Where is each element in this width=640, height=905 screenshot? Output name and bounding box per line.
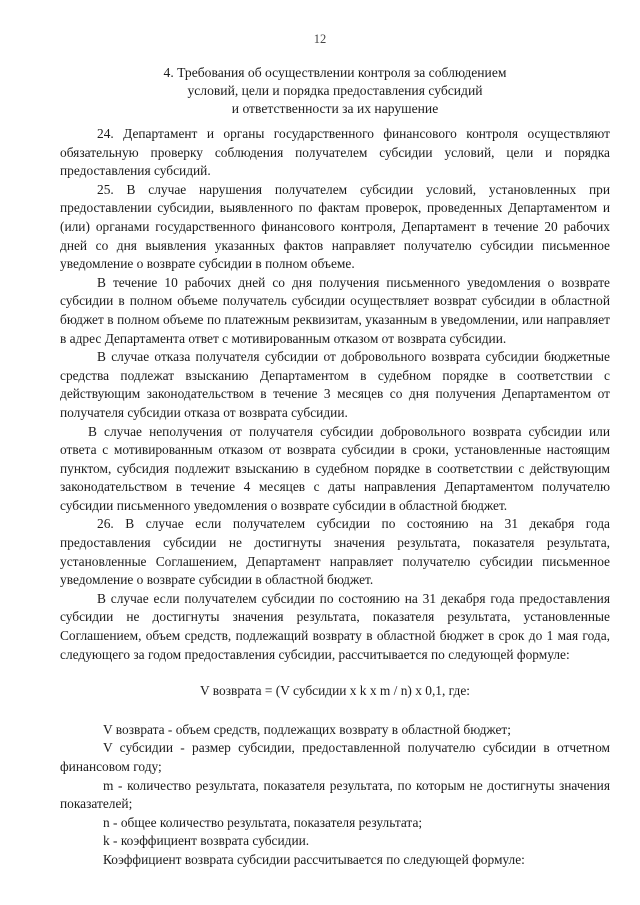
paragraph-26: 26. В случае если получателем субсидии по состоянию на 31 декабря года предоставления субсидии не достигнуты значения результата, показателя результата, установленные Соглашением, Департамент направляет получателю субсидии письменное уведомление о возврате субсидии в областной бюджет. (60, 516, 610, 588)
section-heading (60, 64, 610, 118)
paragraph-24: 24. Департамент и органы государственного финансового контроля осуществляют обязательную проверку соблюдения получателем субсидии условий, цели и порядка предоставления субсидий. (60, 126, 610, 179)
heading-line-2: условий, цели и порядка предоставления субсидий (187, 83, 483, 98)
paragraph-26-calculation: В случае если получателем субсидии по состоянию на 31 декабря года предоставления субсидии не достигнуты значения результата, показателя результата, установленные Соглашением, объем средств, подлежащий возврату в областной бюджет в срок до 1 мая года, следующего за годом предоставления субсидии, рассчитывается по следующей формуле: (60, 590, 610, 662)
paragraph-25-return-term: В течение 10 рабочих дней со дня получения письменного уведомления о возврате субсидии в полном объеме получатель субсидии осуществляет возврат субсидии в областной бюджет в полном объеме по платежным реквизитам, указанным в уведомлении, или направляет в адрес Департамента ответ с мотивированным отказом от возврата субсидии. (60, 274, 610, 346)
paragraph-25: 25. В случае нарушения получателем субсидии условий, установленных при предоставлении субсидии, выявленного по фактам проверок, проведенных Департаментом и (или) органами государственного финансового контроля, Департамент в течение 20 рабочих дней со дня выявления указанных фактов направляет получателю субсидии письменное уведомление о возврате субсидии в полном объеме. (60, 181, 610, 272)
definition-m: m - количество результата, показателя результата, по которым не достигнуты значения показателей; (60, 777, 610, 812)
paragraph-25-no-response: В случае неполучения от получателя субсидии добровольного возврата субсидии или ответа с мотивированным отказом от возврата субсидии в сроки, установленные настоящим пунктом, субсидия подлежит взысканию в судебном порядке в соответствии с действующим законодательством в течение 4 месяцев с даты направления Департаментом получателю субсидии письменного уведомления о возврате субсидии в областной бюджет. (60, 423, 610, 513)
heading-line-1: 4. Требования об осуществлении контроля за соблюдением (163, 65, 507, 80)
definition-v-subsidy: V субсидии - размер субсидии, предоставленной получателю субсидии в отчетном финансовом году; (60, 740, 610, 774)
definition-v-return: V возврата - объем средств, подлежащих возврату в областной бюджет; (103, 721, 511, 737)
document-body (60, 125, 610, 870)
paragraph-25-refusal: В случае отказа получателя субсидии от добровольного возврата субсидии бюджетные средства подлежат взысканию Департаментом в судебном порядке в соответствии с действующим законодательством в течение 3 месяцев со дня получения Департаментом от получателя субсидии отказа от возврата субсидии. (60, 349, 610, 420)
page-number: 12 (313, 32, 327, 46)
definition-n: n - общее количество результата, показателя результата; (103, 814, 423, 830)
heading-line-3: и ответственности за их нарушение (231, 101, 439, 116)
definition-k: k - коэффициент возврата субсидии. (103, 833, 310, 849)
return-formula: V возврата = (V субсидии x k x m / n) x 0,1, где: (200, 683, 470, 699)
closing-sentence: Коэффициент возврата субсидии рассчитывается по следующей формуле: (103, 851, 525, 867)
